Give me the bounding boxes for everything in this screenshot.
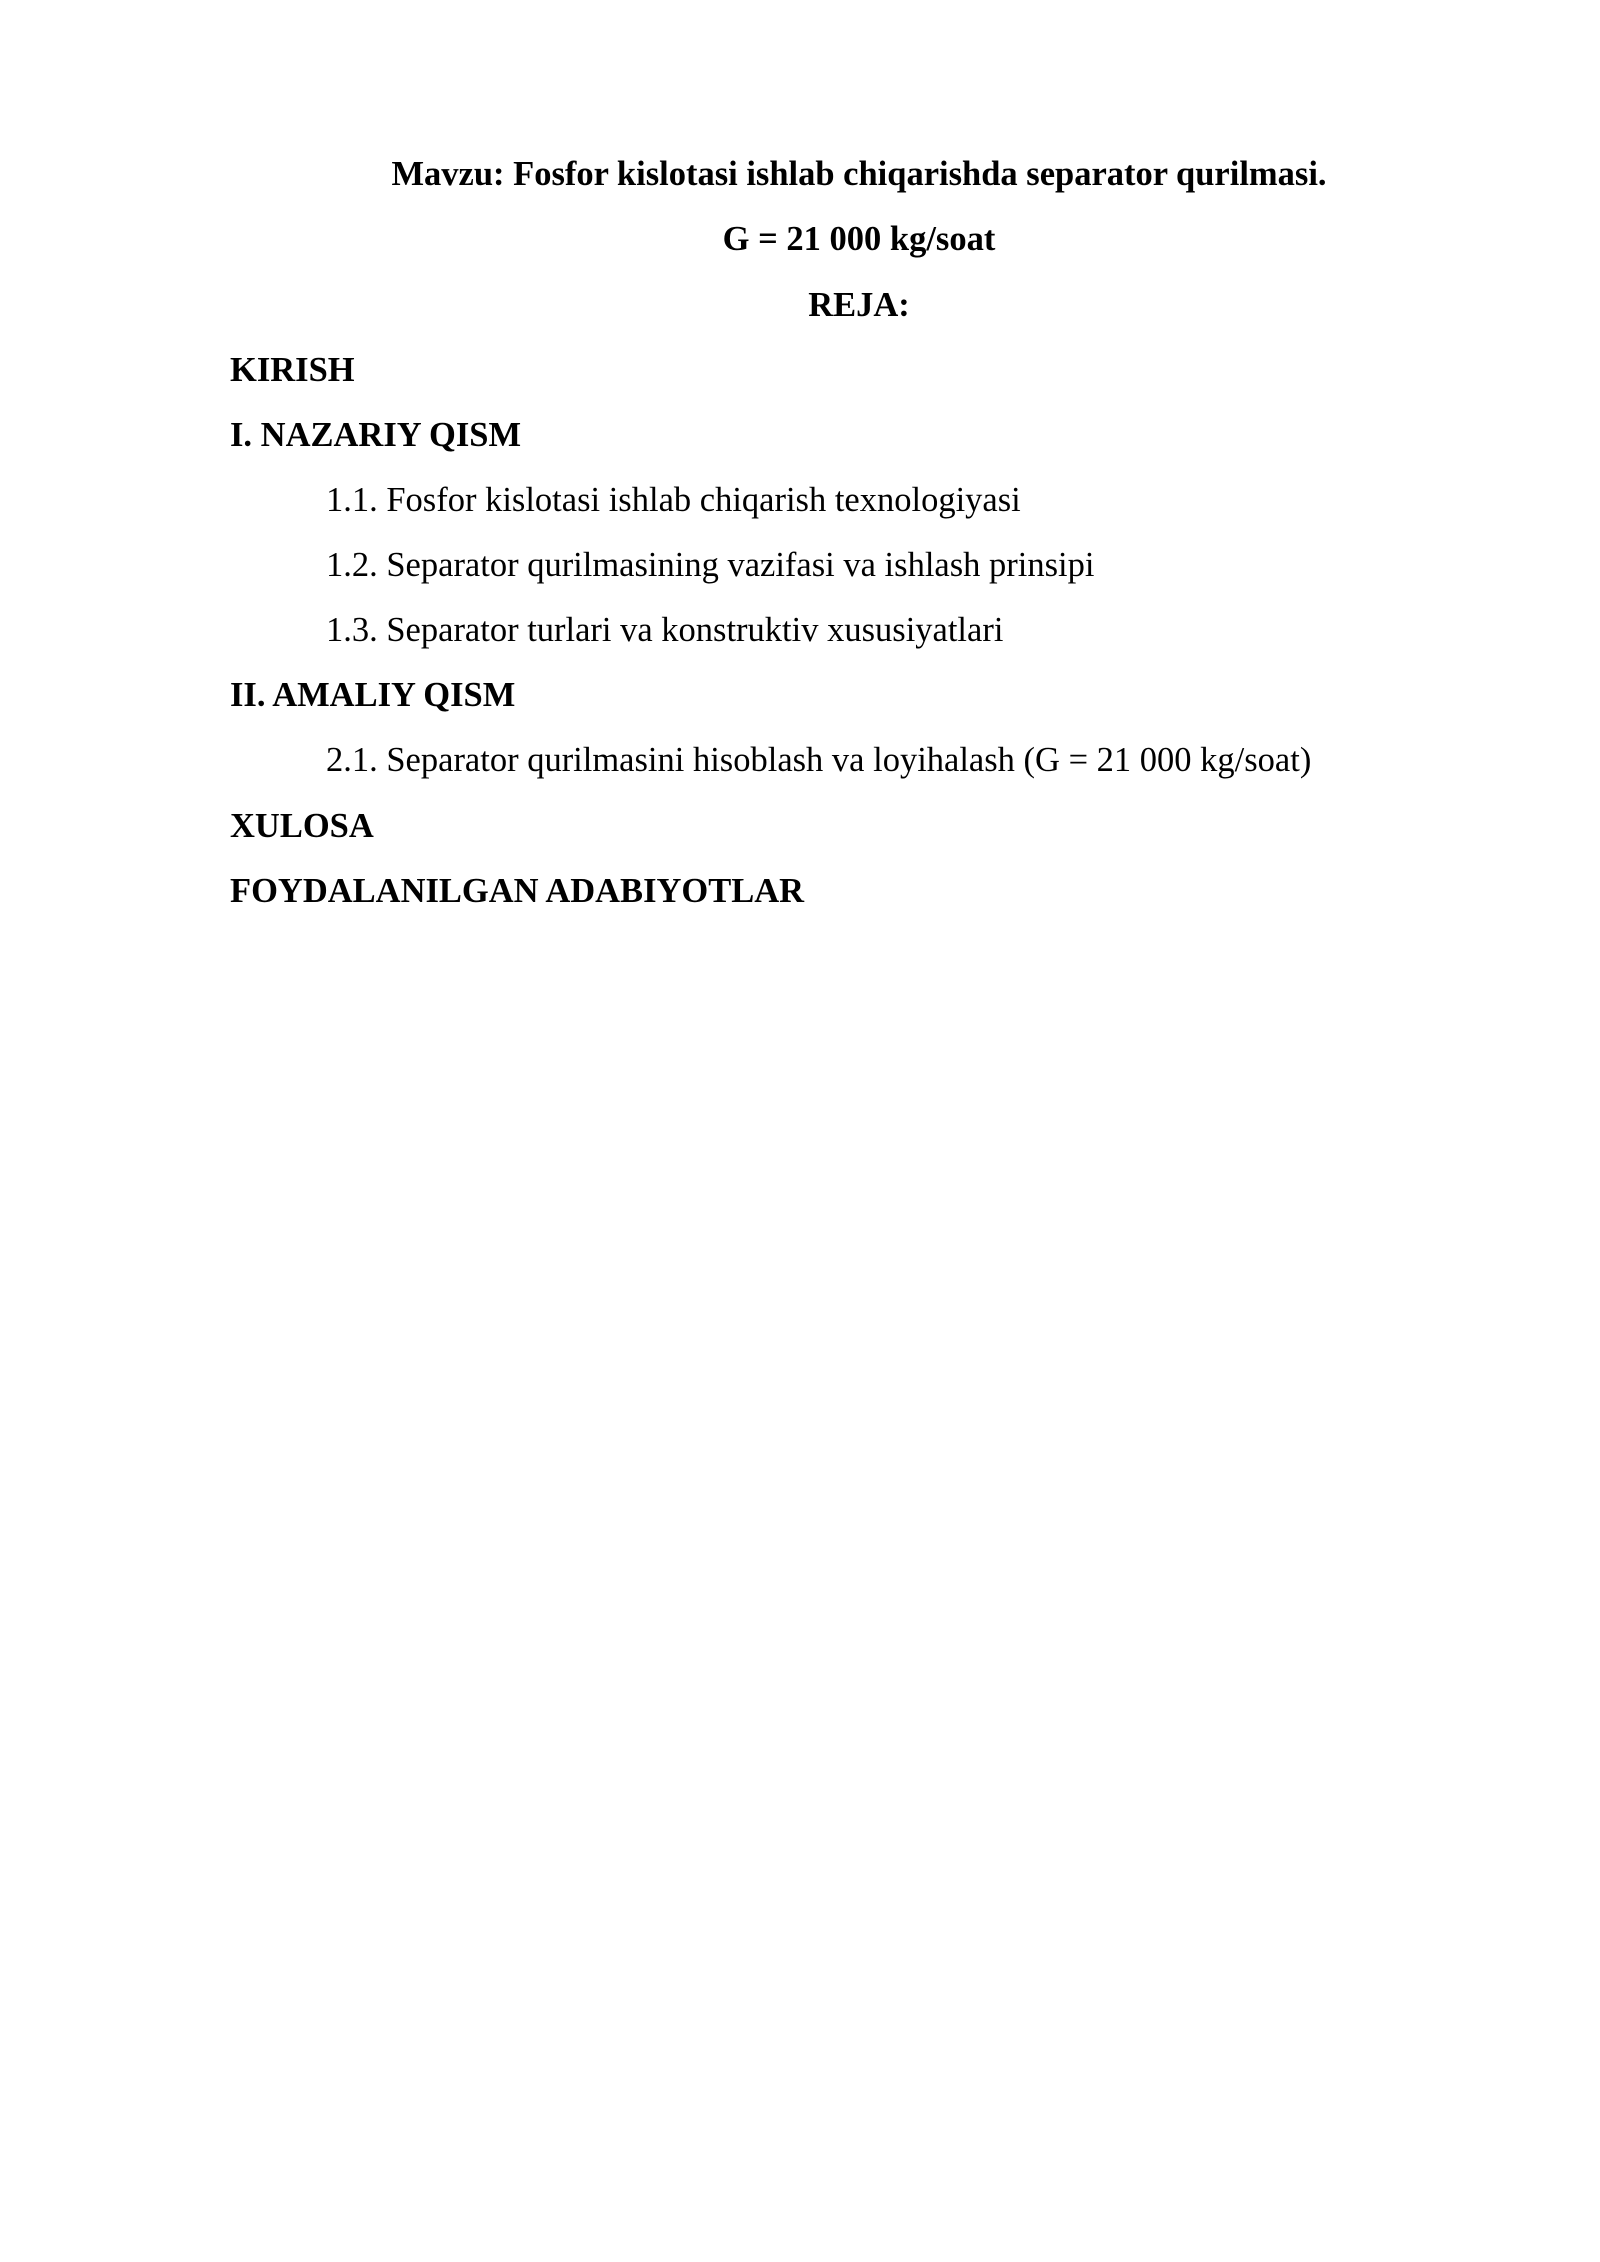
document-title: Mavzu: Fosfor kislotasi ishlab chiqarishda separator qurilmasi. (391, 155, 1327, 193)
outline-section-1-2: 1.2. Separator qurilmasining vazifasi va ishlash prinsipi (326, 546, 1095, 584)
outline-section-2-1: 2.1. Separator qurilmasini hisoblash va loyihalash (G = 21 000 kg/soat) (326, 741, 1312, 779)
outline-section-1-3: 1.3. Separator turlari va konstruktiv xususiyatlari (326, 611, 1004, 649)
outline-references: FOYDALANILGAN ADABIYOTLAR (230, 872, 805, 910)
plan-heading: REJA: (808, 286, 910, 324)
outline-part1-heading: I. NAZARIY QISM (230, 416, 522, 454)
outline-conclusion: XULOSA (230, 807, 374, 845)
outline-introduction: KIRISH (230, 351, 355, 389)
outline-section-1-1: 1.1. Fosfor kislotasi ishlab chiqarish texnologiyasi (326, 481, 1021, 519)
capacity-line: G = 21 000 kg/soat (722, 220, 996, 258)
outline-part2-heading: II. AMALIY QISM (230, 676, 516, 714)
